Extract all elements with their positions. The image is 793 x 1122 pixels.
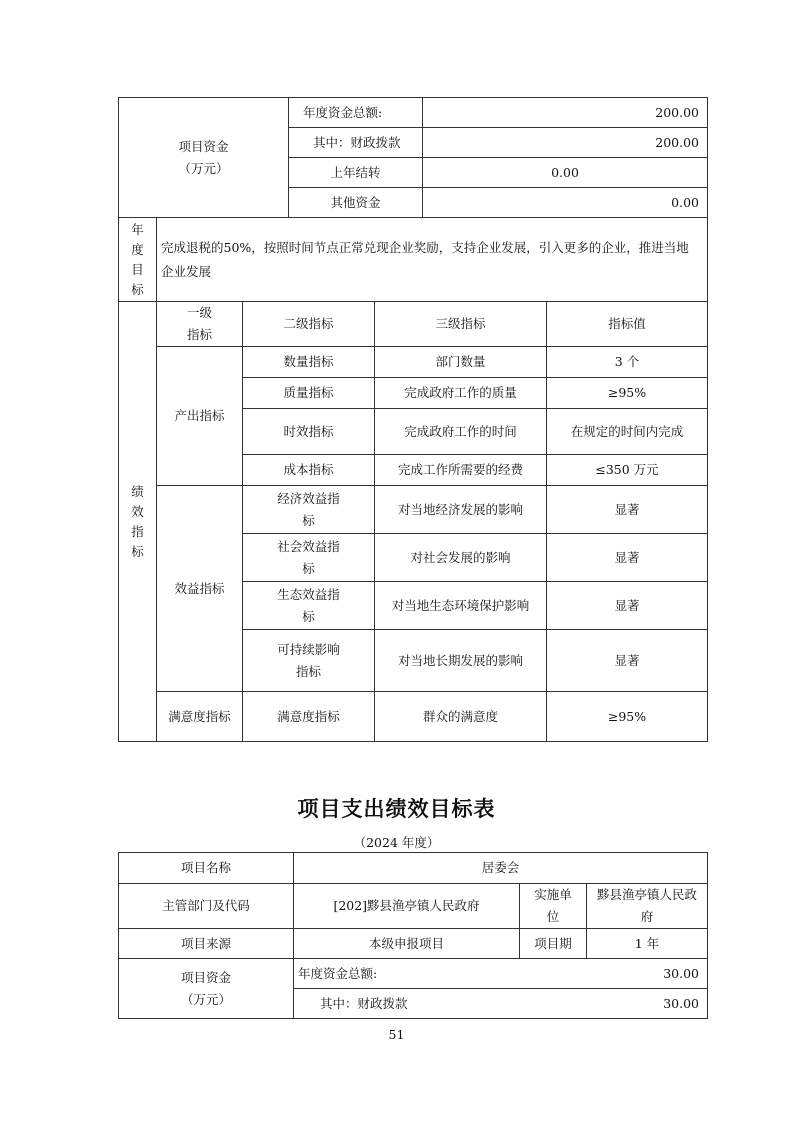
section-subtitle: （2024 年度）: [353, 835, 440, 850]
output-indicators-label: 产出指标: [157, 347, 243, 486]
project-source-label: 项目来源: [119, 929, 294, 959]
level2-cell: 可持续影响 指标: [243, 630, 375, 692]
funds-row-label: 其中：财政拨款: [289, 128, 423, 158]
level2-cell: 时效指标: [243, 409, 375, 455]
implementing-unit-value: 黟县渔亭镇人民政 府: [587, 884, 708, 929]
level2-cell: 成本指标: [243, 455, 375, 486]
annual-goal-label: 年 度 目 标: [119, 218, 157, 302]
satisfaction-level1: 满意度指标: [157, 692, 243, 742]
level3-cell: 完成工作所需要的经费: [375, 455, 547, 486]
value-cell: 在规定的时间内完成: [547, 409, 708, 455]
level2-cell: 社会效益指 标: [243, 534, 375, 582]
performance-table-top: [118, 97, 708, 742]
funds-row-label: 其中：财政拨款: [294, 989, 520, 1019]
performance-indicators-label: 绩 效 指 标: [119, 302, 157, 742]
project-period-label: 项目期: [520, 929, 587, 959]
level2-cell: 数量指标: [243, 347, 375, 378]
level3-cell: 完成政府工作的时间: [375, 409, 547, 455]
level2-cell: 经济效益指 标: [243, 486, 375, 534]
funds-row-label: 年度资金总额:: [289, 98, 423, 128]
project-name-label: 项目名称: [119, 853, 294, 884]
level3-cell: 对当地生态环境保护影响: [375, 582, 547, 630]
funds-row-value: 200.00: [423, 128, 708, 158]
satisfaction-level3: 群众的满意度: [375, 692, 547, 742]
department-label: 主管部门及代码: [119, 884, 294, 929]
funds-row-label: 年度资金总额:: [294, 959, 520, 989]
value-cell: 显著: [547, 630, 708, 692]
value-cell: ≤350 万元: [547, 455, 708, 486]
project-period-value: 1 年: [587, 929, 708, 959]
funds-row-label: 其他资金: [289, 188, 423, 218]
section-title: 项目支出绩效目标表: [297, 796, 496, 821]
value-cell: ≥95%: [547, 378, 708, 409]
benefit-indicators-label: 效益指标: [157, 486, 243, 692]
performance-table-bottom: [118, 852, 708, 1019]
implementing-unit-label: 实施单 位: [520, 884, 587, 929]
value-cell: 3 个: [547, 347, 708, 378]
funds-row-value: 200.00: [423, 98, 708, 128]
value-cell: 显著: [547, 582, 708, 630]
funds-row-label: 上年结转: [289, 158, 423, 188]
header-level2: 二级指标: [243, 302, 375, 347]
project-source-value: 本级申报项目: [294, 929, 520, 959]
level3-cell: 完成政府工作的质量: [375, 378, 547, 409]
header-level3: 三级指标: [375, 302, 547, 347]
header-value: 指标值: [547, 302, 708, 347]
level2-cell: 质量指标: [243, 378, 375, 409]
department-value: [202]黟县渔亭镇人民政府: [294, 884, 520, 929]
header-level1: 一级 指标: [157, 302, 243, 347]
annual-goal-text: 完成退税的50%，按照时间节点正常兑现企业奖励，支持企业发展，引入更多的企业，推进当地企业发展: [157, 218, 708, 302]
funds-label: 项目资金 （万元）: [119, 959, 294, 1019]
funds-row-value: 30.00: [520, 959, 708, 989]
level3-cell: 对社会发展的影响: [375, 534, 547, 582]
funds-row-value: 0.00: [423, 158, 708, 188]
level3-cell: 部门数量: [375, 347, 547, 378]
level2-cell: 生态效益指 标: [243, 582, 375, 630]
page-number: 51: [388, 1027, 405, 1042]
value-cell: 显著: [547, 486, 708, 534]
satisfaction-level2: 满意度指标: [243, 692, 375, 742]
funds-label: 项目资金 （万元）: [119, 98, 289, 218]
value-cell: 显著: [547, 534, 708, 582]
project-name-value: 居委会: [294, 853, 708, 884]
level3-cell: 对当地长期发展的影响: [375, 630, 547, 692]
level3-cell: 对当地经济发展的影响: [375, 486, 547, 534]
funds-row-value: 0.00: [423, 188, 708, 218]
satisfaction-value: ≥95%: [547, 692, 708, 742]
funds-row-value: 30.00: [520, 989, 708, 1019]
